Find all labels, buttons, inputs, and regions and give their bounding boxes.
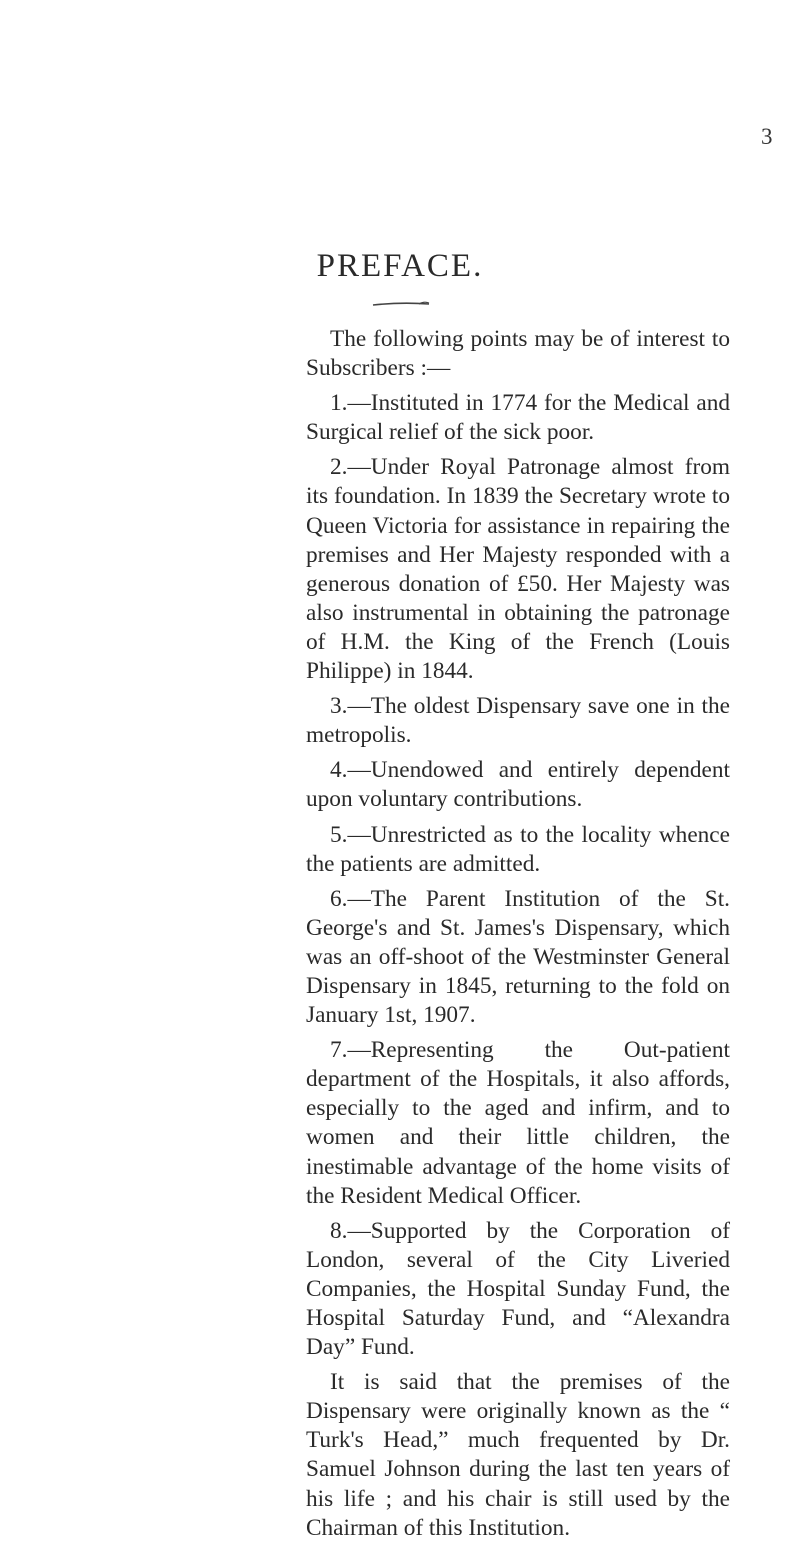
title-ornament-rule — [371, 292, 431, 314]
paragraph-point-4: 4.—Unendowed and entirely dependent upon voluntary contributions. — [306, 757, 730, 813]
paragraph-point-2: 2.—Under Royal Patronage almost from its foundation. In 1839 the Secretary wrote to Queen Victoria for assistance in repairing the premises and Her Majesty responded with a generous donation of £50. Her Majesty was also instrumental in obtaining the patronage of H.M. the King of the French (Louis Philippe) in 1844. — [306, 454, 730, 685]
page-number: 3 — [761, 124, 773, 149]
paragraph-point-8: 8.—Supported by the Corporation of London, several of the City Liveried Companies, the Hospital Sunday Fund, the Hospital Saturday Fund, and “Alexandra Day” Fund. — [306, 1217, 730, 1361]
paragraph-point-5: 5.—Unrestricted as to the locality whence the patients are admitted. — [306, 821, 730, 877]
paragraph-intro: The following points may be of interest to Subscribers :— — [306, 326, 730, 382]
preface-body — [306, 325, 730, 1549]
paragraph-point-7: 7.—Representing the Out-patient department of the Hospitals, it also affords, especially to the aged and infirm, and to women and their little children, the inestimable advantage of the home visits of the Resident Medical Officer. — [306, 1037, 730, 1209]
page-title: PREFACE. — [316, 248, 484, 284]
paragraph-point-6: 6.—The Parent Institution of the St. George's and St. James's Dispensary, which was an off-shoot of the Westminster General Dispensary in 1845, returning to the fold on January 1st, 1907. — [306, 885, 730, 1029]
paragraph-point-3: 3.—The oldest Dispensary save one in the metropolis. — [306, 693, 730, 749]
paragraph-closing: It is said that the premises of the Dispensary were originally known as the “ Turk's Head,” much frequented by Dr. Samuel Johnson during the last ten years of his life ; and his chair is still used by the Chairman of this Institution. — [306, 1369, 730, 1541]
paragraph-point-1: 1.—Instituted in 1774 for the Medical and Surgical relief of the sick poor. — [306, 390, 730, 446]
